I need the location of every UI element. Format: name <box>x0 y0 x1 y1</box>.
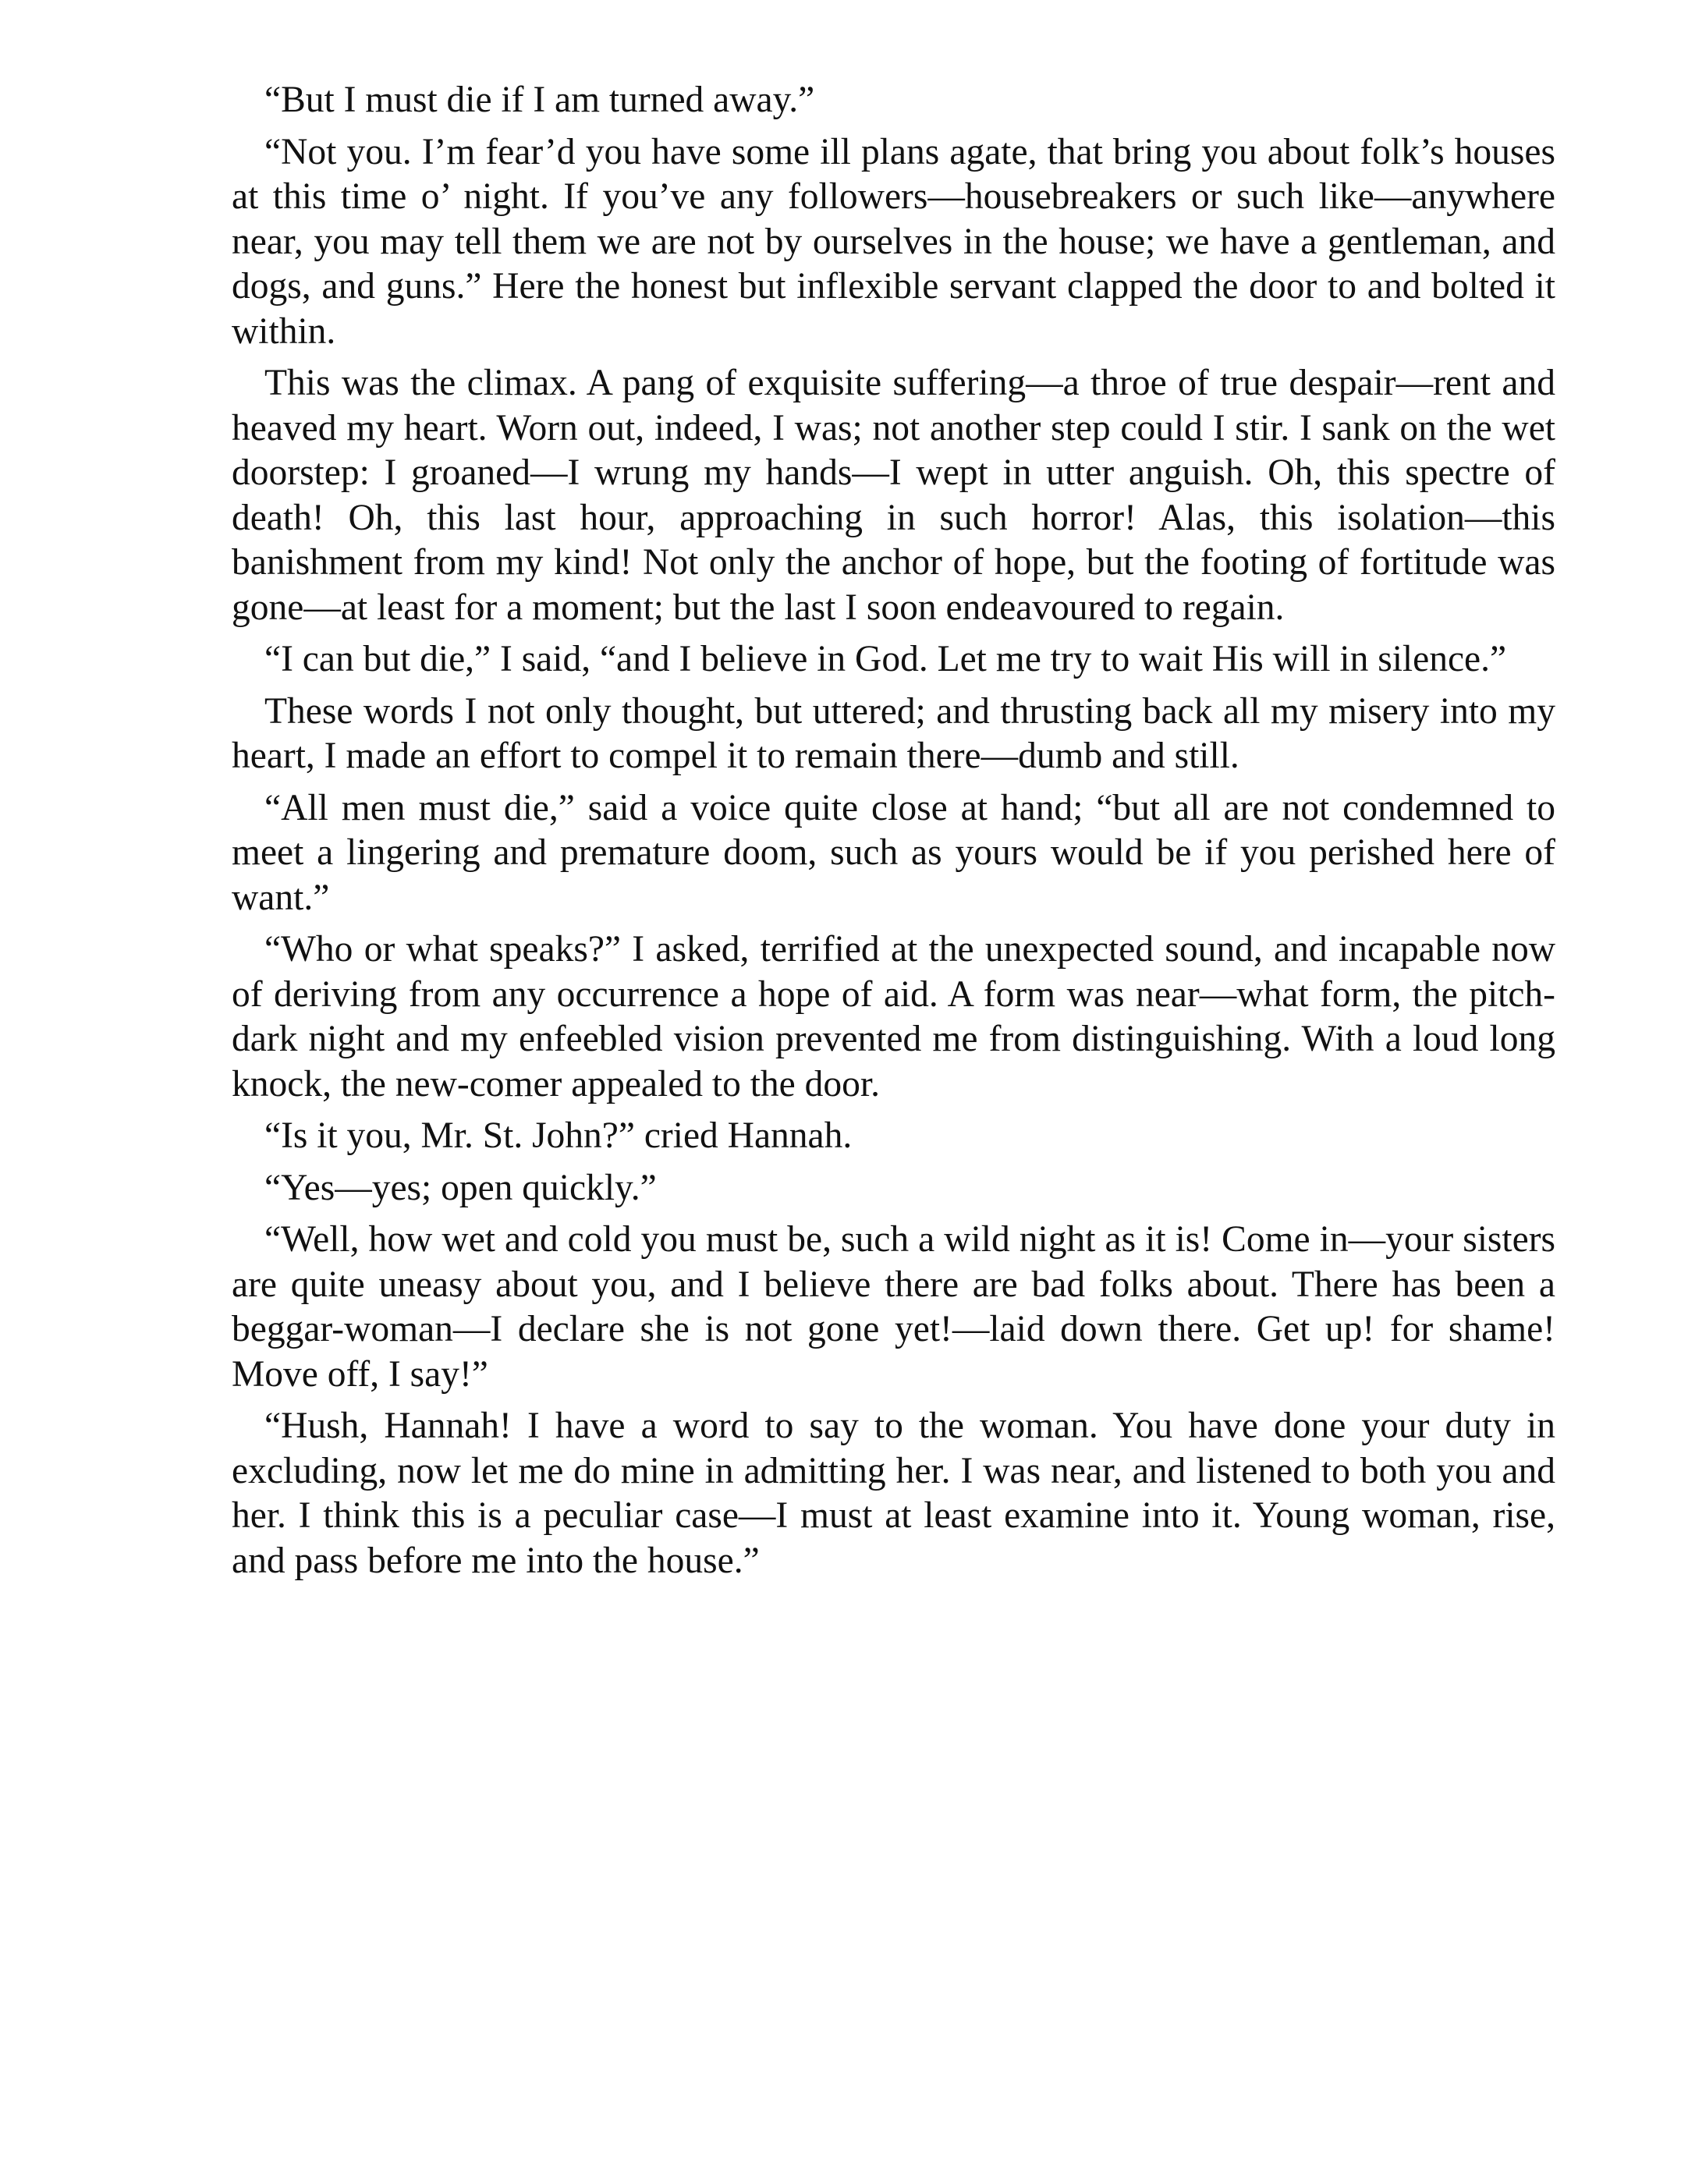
paragraph: “But I must die if I am turned away.” <box>264 80 815 120</box>
paragraph: These words I not only thought, but uttered; and thrusting back all my misery into my heart, I made an effort to compel it to remain there—dumb and still. <box>232 690 1555 776</box>
paragraph: “Is it you, Mr. St. John?” cried Hannah. <box>264 1115 853 1156</box>
paragraph: “Hush, Hannah! I have a word to say to the woman. You have done your duty in excluding, now let me do mine in admitting her. I was near, and listened to both you and her. I think this is a peculiar case—I must at least examine into it. Young woman, rise, and pass before me into the house.” <box>232 1406 1555 1581</box>
paragraph: “All men must die,” said a voice quite close at hand; “but all are not condemned to meet a lingering and premature doom, such as yours would be if you perished here of want.” <box>232 787 1555 918</box>
paragraph: “Yes—yes; open quickly.” <box>264 1167 657 1208</box>
paragraph: “Who or what speaks?” I asked, terrified at the unexpected sound, and incapable now of deriving from any occurrence a hope of aid. A form was near—what form, the pitch-dark night and my enfeebled vision prevented me from distinguishing. With a loud long knock, the new-comer appealed to the door. <box>232 929 1555 1104</box>
paragraph: “Well, how wet and cold you must be, such a wild night as it is! Come in—your sisters are quite uneasy about you, and I believe there are bad folks about. There has been a beggar-woman—I declare she is not gone yet!—laid down there. Get up! for shame! Move off, I say!” <box>232 1219 1555 1395</box>
paragraph: This was the climax. A pang of exquisite suffering—a throe of true despair—rent and heaved my heart. Worn out, indeed, I was; not another step could I stir. I sank on the wet doorstep: I groaned—I wrung my hands—I wept in utter anguish. Oh, this spectre of death! Oh, this last hour, approaching in such horror! Alas, this isolation—this banishment from my kind! Not only the anchor of hope, but the footing of fortitude was gone—at least for a moment; but the last I soon endeavoured to regain. <box>232 363 1555 628</box>
paragraph: “Not you. I’m fear’d you have some ill plans agate, that bring you about folk’s houses at this time o’ night. If you’ve any followers—housebreakers or such like—anywhere near, you may tell them we are not by ourselves in the house; we have a gentleman, and dogs, and guns.” Here the honest but inflexible servant clapped the door to and bolted it within. <box>232 131 1555 352</box>
book-page-text <box>232 78 1555 1590</box>
paragraph: “I can but die,” I said, “and I believe in God. Let me try to wait His will in silence.” <box>264 639 1507 679</box>
